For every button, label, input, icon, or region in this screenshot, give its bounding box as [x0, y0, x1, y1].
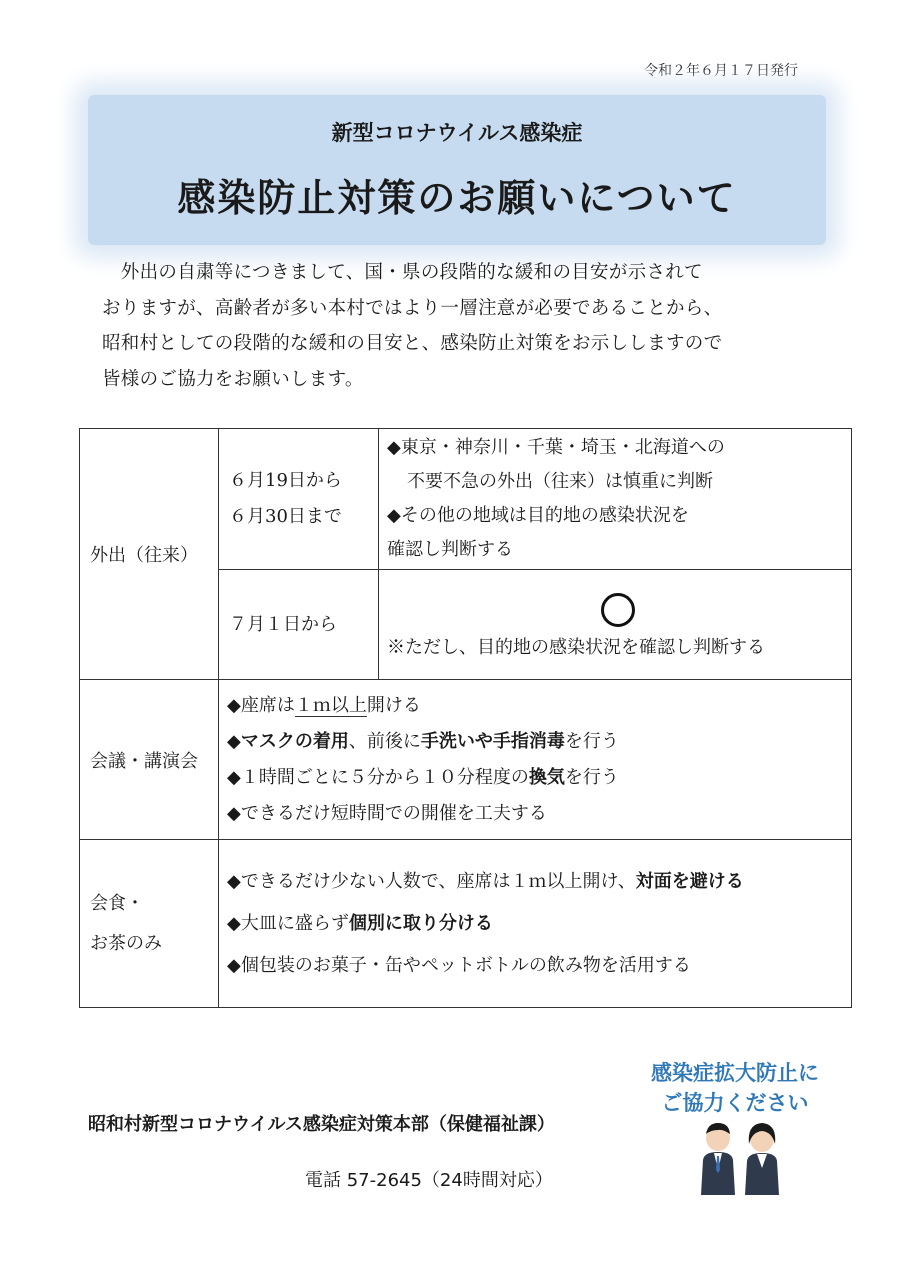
intro-line: 外出の自粛等につきまして、国・県の段階的な緩和の目安が示されて	[102, 262, 703, 283]
text-part: 開ける	[366, 694, 421, 716]
bowing-people-icon	[690, 1120, 790, 1195]
intro-line: おりますが、高齢者が多い本村ではより一層注意が必要であることから、	[102, 297, 723, 319]
text-part: ◆できるだけ少ない人数で、座席は１ｍ以上開け、	[227, 870, 636, 892]
circle-ok-mark	[601, 593, 635, 627]
badge-line: 感染症拡大防止に	[651, 1061, 819, 1085]
meeting-details	[219, 680, 852, 840]
period-june-details	[379, 429, 852, 570]
period-end: ６月30日まで	[229, 506, 342, 527]
table-row	[80, 680, 852, 840]
detail-line	[227, 688, 851, 724]
detail-line: ◆個包装のお菓子・缶やペットボトルの飲み物を活用する	[227, 954, 691, 976]
detail-line: 確認し判断する	[387, 539, 513, 560]
text-part: ◆大皿に盛らず	[227, 912, 349, 934]
text-part: を行う	[564, 766, 619, 788]
detail-line	[227, 724, 851, 760]
text-part: マスクの着用	[240, 730, 349, 752]
intro-line: 皆様のご協力をお願いします。	[102, 368, 364, 390]
text-part: 換気	[528, 766, 565, 788]
detail-line	[227, 760, 851, 796]
text-part: 手洗いや手指消毒	[420, 730, 565, 752]
detail-line	[227, 903, 851, 945]
banner-subtitle: 新型コロナウイルス感染症	[331, 121, 583, 145]
category-outing: 外出（往来）	[80, 429, 219, 680]
period-july: ７月１日から	[219, 570, 379, 680]
text-part: 、前後に	[348, 730, 421, 752]
table-row	[80, 840, 852, 1008]
period-june	[219, 429, 379, 570]
table-row	[80, 429, 852, 570]
footer-telephone: 電話 57-2645（24時間対応）	[305, 1170, 553, 1191]
category-line: 会食・	[90, 892, 144, 914]
detail-line: ◆東京・神奈川・千葉・埼玉・北海道への	[387, 437, 725, 458]
detail-note: ※ただし、目的地の感染状況を確認し判断する	[387, 636, 765, 658]
category-dining	[80, 840, 219, 1008]
banner-title: 感染防止対策のお願いについて	[177, 175, 737, 220]
detail-line: 不要不急の外出（往来）は慎重に判断	[407, 471, 713, 492]
cooperation-badge	[625, 1058, 845, 1118]
footer-organization: 昭和村新型コロナウイルス感染症対策本部（保健福祉課）	[88, 1114, 555, 1135]
title-banner	[88, 95, 826, 245]
intro-paragraph	[102, 255, 822, 397]
intro-line: 昭和村としての段階的な緩和の目安と、感染防止対策をお示ししますので	[102, 333, 723, 354]
detail-line: ◆その他の地域は目的地の感染状況を	[387, 505, 689, 526]
issue-date: 令和２年６月１７日発行	[644, 63, 798, 79]
badge-line: ご協力ください	[661, 1091, 809, 1115]
period-july-details	[379, 570, 852, 680]
category-line: お茶のみ	[90, 932, 162, 954]
text-part: ◆座席は	[227, 694, 295, 716]
text-part: 個別に取り分ける	[348, 912, 493, 934]
period-start: ６月19日から	[229, 470, 342, 491]
dining-details	[219, 840, 852, 1008]
text-part: ◆１時間ごとに５分から１０分程度の	[227, 766, 529, 788]
detail-line: ◆できるだけ短時間での開催を工夫する	[227, 802, 547, 824]
guideline-table	[79, 428, 852, 1008]
text-part: １ｍ以上	[294, 694, 367, 716]
text-part: を行う	[564, 730, 619, 752]
text-part: 対面を避ける	[635, 870, 744, 892]
text-part: ◆	[227, 730, 241, 752]
detail-line	[227, 861, 851, 903]
category-meeting: 会議・講演会	[80, 680, 219, 840]
